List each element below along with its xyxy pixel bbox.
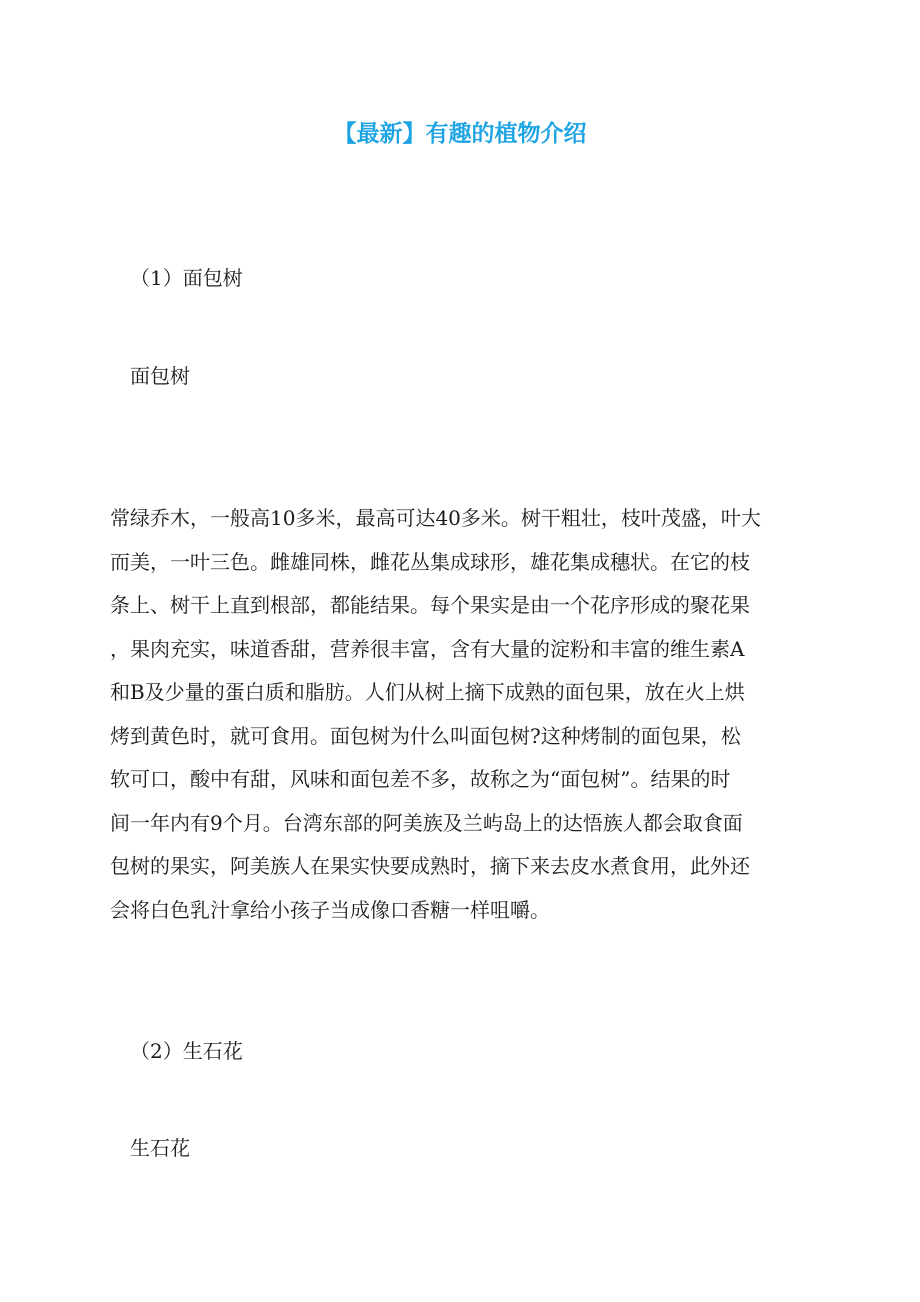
breadfruit-tree-paragraph bbox=[110, 497, 810, 932]
paragraph-line: 和B及少量的蛋白质和脂肪。人们从树上摘下成熟的面包果，放在火上烘 bbox=[110, 680, 745, 704]
paragraph-line: 烤到黄色时，就可食用。面包树为什么叫面包树?这种烤制的面包果，松 bbox=[110, 723, 741, 748]
subheading-lithops: 生石花 bbox=[130, 1136, 190, 1160]
paragraph-line: 会将白色乳汁拿给小孩子当成像口香糖一样咀嚼。 bbox=[110, 897, 550, 922]
section-heading-breadfruit-tree: （1）面包树 bbox=[130, 266, 243, 290]
paragraph-line: 软可口，酸中有甜，风味和面包差不多，故称之为“面包树”。结果的时 bbox=[110, 767, 731, 791]
paragraph-line: 包树的果实，阿美族人在果实快要成熟时，摘下来去皮水煮食用，此外还 bbox=[110, 854, 750, 878]
document-title: 【最新】有趣的植物介绍 bbox=[333, 121, 587, 147]
paragraph-line: 而美，一叶三色。雌雄同株，雌花丛集成球形，雄花集成穗状。在它的枝 bbox=[110, 549, 750, 574]
subheading-breadfruit-tree: 面包树 bbox=[130, 364, 190, 388]
paragraph-line: ，果肉充实，味道香甜，营养很丰富，含有大量的淀粉和丰富的维生素A bbox=[110, 636, 745, 661]
section-heading-lithops: （2）生石花 bbox=[130, 1039, 243, 1063]
paragraph-line: 条上、树干上直到根部，都能结果。每个果实是由一个花序形成的聚花果 bbox=[110, 593, 750, 617]
paragraph-line: 常绿乔木，一般高10多米，最高可达40多米。树干粗壮，枝叶茂盛，叶大 bbox=[110, 506, 761, 530]
paragraph-line: 间一年内有9个月。台湾东部的阿美族及兰屿岛上的达悟族人都会取食面 bbox=[110, 810, 743, 835]
